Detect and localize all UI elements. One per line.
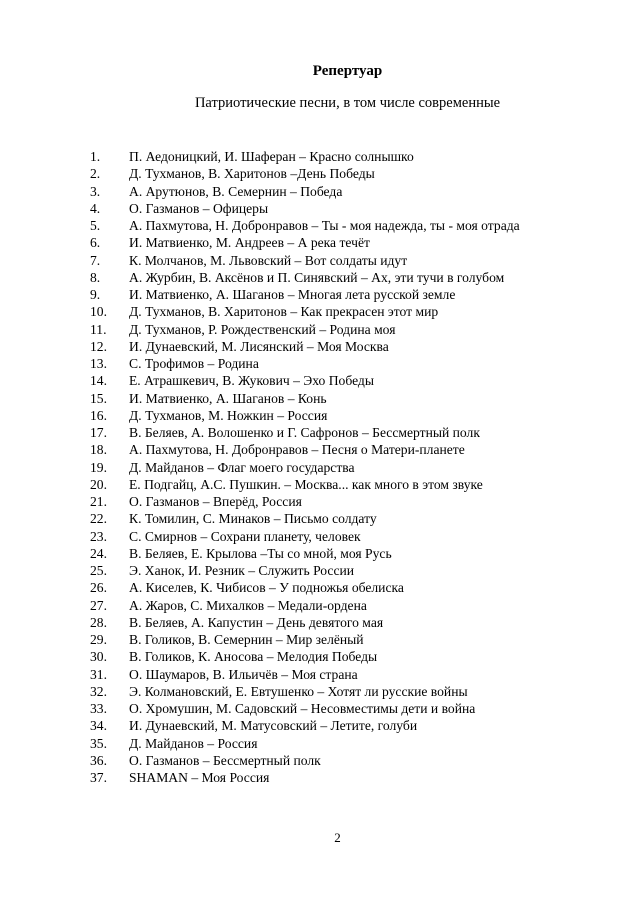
item-song: Е. Подгайц, А.С. Пушкин. – Москва... как много в этом звуке — [129, 476, 483, 492]
item-song: А. Пахмутова, Н. Добронравов – Ты - моя надежда, ты - моя отрада — [129, 218, 520, 233]
item-song: И. Матвиенко, А. Шаганов – Многая лета русской земле — [129, 287, 456, 302]
item-number: 15. — [90, 390, 107, 406]
item-song: В. Беляев, А. Капустин – День девятого мая — [129, 614, 384, 630]
item-number: 27. — [90, 597, 107, 613]
item-song: К. Молчанов, М. Львовский – Вот солдаты идут — [129, 252, 408, 268]
item-song: С. Трофимов – Родина — [129, 356, 259, 371]
list-item — [90, 735, 520, 752]
list-item — [90, 769, 520, 786]
item-number: 1. — [90, 149, 101, 164]
item-number: 32. — [90, 683, 107, 699]
list-item — [90, 424, 520, 441]
item-song: О. Газманов – Бессмертный полк — [129, 752, 321, 768]
list-item — [90, 252, 520, 269]
item-song: С. Смирнов – Сохрани планету, человек — [129, 528, 361, 544]
item-number: 28. — [90, 614, 107, 630]
item-number: 9. — [90, 287, 101, 302]
list-item — [90, 200, 520, 217]
item-number: 29. — [90, 632, 107, 647]
item-song: В. Голиков, К. Аносова – Мелодия Победы — [129, 649, 378, 665]
item-number: 13. — [90, 356, 107, 371]
item-number: 3. — [90, 183, 101, 199]
item-number: 21. — [90, 494, 107, 509]
item-song: Д. Тухманов, М. Ножкин – Россия — [129, 407, 328, 423]
item-number: 4. — [90, 200, 101, 216]
list-item — [90, 355, 520, 372]
item-number: 36. — [90, 752, 107, 768]
list-item — [90, 597, 520, 614]
item-song: А. Жаров, С. Михалков – Медали-ордена — [129, 597, 367, 613]
item-number: 16. — [90, 407, 107, 423]
list-item — [90, 648, 520, 665]
item-song: Д. Тухманов, В. Харитонов –День Победы — [129, 166, 375, 182]
list-item — [90, 183, 520, 200]
item-number: 20. — [90, 476, 107, 492]
list-item — [90, 286, 520, 303]
list-item — [90, 493, 520, 510]
item-song: П. Аедоницкий, И. Шаферан – Красно солнышко — [129, 149, 414, 164]
item-song: Д. Тухманов, Р. Рождественский – Родина моя — [129, 321, 396, 337]
item-song: О. Газманов – Вперёд, Россия — [129, 494, 302, 509]
list-item — [90, 752, 520, 769]
list-item — [90, 562, 520, 579]
item-number: 12. — [90, 338, 107, 354]
item-number: 33. — [90, 701, 107, 716]
page-subtitle: Патриотические песни, в том числе современные — [194, 95, 501, 111]
list-item — [90, 303, 520, 320]
item-song: В. Беляев, Е. Крылова –Ты со мной, моя Русь — [129, 545, 392, 561]
list-item — [90, 441, 520, 458]
page-title: Репертуар — [312, 63, 383, 79]
item-number: 8. — [90, 269, 101, 285]
list-item — [90, 459, 520, 476]
list-item — [90, 700, 520, 717]
list-item — [90, 407, 520, 424]
list-item — [90, 528, 520, 545]
item-song: И. Матвиенко, А. Шаганов – Конь — [129, 390, 327, 406]
item-song: В. Голиков, В. Семернин – Мир зелёный — [129, 632, 364, 647]
item-number: 2. — [90, 166, 101, 182]
list-item — [90, 545, 520, 562]
list-item — [90, 666, 520, 683]
item-number: 34. — [90, 718, 107, 734]
list-item — [90, 717, 520, 734]
item-song: И. Дунаевский, М. Матусовский – Летите, голуби — [129, 718, 418, 734]
list-item — [90, 269, 520, 286]
item-number: 5. — [90, 218, 101, 233]
list-item — [90, 390, 520, 407]
list-item — [90, 579, 520, 596]
item-number: 7. — [90, 252, 101, 268]
item-song: О. Газманов – Офицеры — [129, 200, 269, 216]
list-item — [90, 321, 520, 338]
item-song: К. Томилин, С. Минаков – Письмо солдату — [129, 511, 377, 527]
item-song: Э. Ханок, И. Резник – Служить России — [129, 563, 355, 578]
item-song: О. Шаумаров, В. Ильичёв – Моя страна — [129, 666, 358, 682]
list-item — [90, 614, 520, 631]
item-song: А. Арутюнов, В. Семернин – Победа — [129, 183, 343, 199]
item-song: Д. Майданов – Россия — [129, 735, 258, 751]
item-number: 10. — [90, 304, 107, 320]
item-song: Д. Тухманов, В. Харитонов – Как прекрасен этот мир — [129, 304, 439, 320]
repertoire-list — [90, 148, 520, 786]
item-song: Е. Атрашкевич, В. Жукович – Эхо Победы — [129, 373, 374, 389]
item-song: О. Хромушин, М. Садовский – Несовместимы дети и война — [129, 701, 476, 716]
item-song: И. Матвиенко, М. Андреев – А река течёт — [129, 235, 370, 251]
item-number: 14. — [90, 373, 107, 389]
item-song: SHAMAN – Моя Россия — [129, 770, 270, 785]
item-number: 25. — [90, 563, 107, 578]
item-number: 6. — [90, 235, 101, 251]
list-item — [90, 631, 520, 648]
list-item — [90, 234, 520, 251]
item-number: 35. — [90, 735, 107, 751]
item-number: 31. — [90, 666, 107, 682]
list-item — [90, 338, 520, 355]
list-item — [90, 683, 520, 700]
item-song: А. Киселев, К. Чибисов – У подножья обелиска — [129, 580, 404, 596]
item-number: 17. — [90, 425, 107, 440]
item-number: 24. — [90, 545, 107, 561]
item-number: 23. — [90, 528, 107, 544]
item-number: 22. — [90, 511, 107, 527]
item-number: 37. — [90, 770, 107, 785]
list-item — [90, 165, 520, 182]
item-song: Д. Майданов – Флаг моего государства — [129, 459, 355, 475]
page-number: 2 — [334, 830, 341, 845]
list-item — [90, 217, 520, 234]
item-number: 18. — [90, 442, 107, 458]
item-song: Э. Колмановский, Е. Евтушенко – Хотят ли русские войны — [129, 683, 468, 699]
item-song: В. Беляев, А. Волошенко и Г. Сафронов – Бессмертный полк — [129, 425, 480, 440]
item-number: 19. — [90, 459, 107, 475]
item-number: 30. — [90, 649, 107, 665]
item-number: 26. — [90, 580, 107, 596]
item-song: А. Журбин, В. Аксёнов и П. Синявский – Ах, эти тучи в голубом — [129, 269, 505, 285]
item-song: А. Пахмутова, Н. Добронравов – Песня о Матери-планете — [129, 442, 465, 458]
list-item — [90, 510, 520, 527]
item-song: И. Дунаевский, М. Лисянский – Моя Москва — [129, 338, 389, 354]
item-number: 11. — [90, 321, 107, 337]
list-item — [90, 476, 520, 493]
list-item — [90, 372, 520, 389]
list-item — [90, 148, 520, 165]
